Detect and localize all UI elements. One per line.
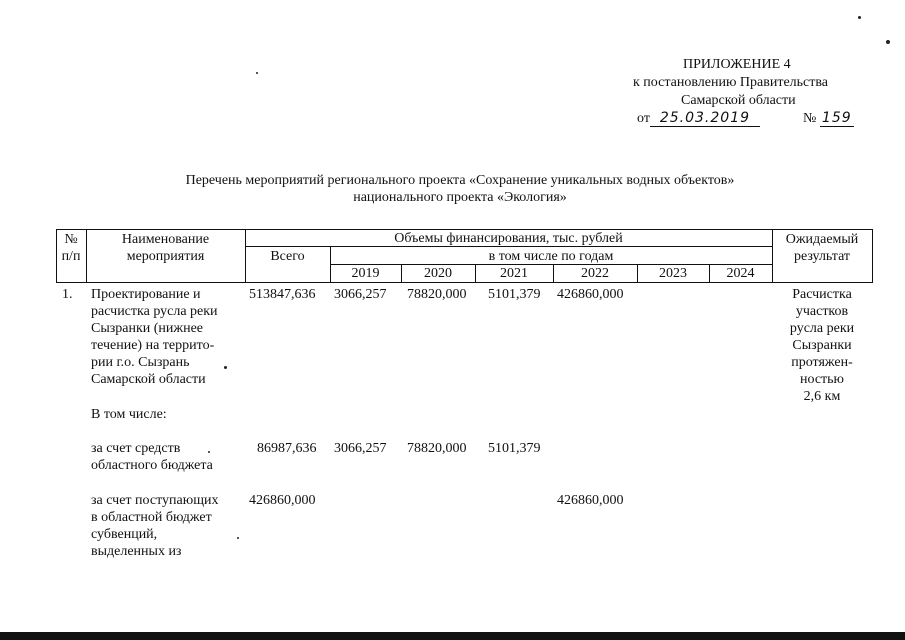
row-2020: 78820,000 [407, 287, 467, 302]
row-total: 513847,636 [249, 287, 316, 302]
row-total: 86987,636 [257, 441, 317, 456]
row-2019: 3066,257 [334, 287, 387, 302]
row-total: 426860,000 [249, 493, 316, 508]
row-2019: 3066,257 [334, 441, 387, 456]
row-name-line: Самарской области [91, 372, 206, 387]
row-number: 1. [62, 287, 73, 302]
scan-speck [237, 537, 239, 539]
appendix-date-line [637, 110, 854, 128]
row-2021: 5101,379 [488, 441, 541, 456]
row-name-line: В том числе: [91, 407, 167, 422]
row-name-line: за счет поступающих [91, 493, 219, 508]
header-funding: Объемы финансирования, тыс. рублей [394, 231, 623, 246]
row-result-line: ностью [799, 372, 845, 387]
appendix-resolution-line: к постановлению Правительства [633, 75, 829, 90]
header-year-2022: 2022 [581, 266, 609, 281]
row-name-line: за счет средств [91, 441, 181, 456]
header-year-2024: 2024 [726, 266, 755, 281]
scan-bottom-edge [0, 632, 905, 640]
row-name-line: расчистка русла реки [91, 304, 218, 319]
handwritten-number: 159 [820, 110, 854, 127]
scan-speck [224, 366, 227, 369]
row-2022: 426860,000 [557, 493, 624, 508]
row-name-line: в областной бюджет [91, 510, 212, 525]
row-result-line: протяжен- [791, 355, 853, 370]
row-2021: 5101,379 [488, 287, 541, 302]
table-right-border [872, 229, 873, 283]
header-name-line1: Наименование [121, 232, 210, 247]
row-name-line: течение) на террито- [91, 338, 215, 353]
row-name-line: выделенных из [91, 544, 182, 559]
row-2020: 78820,000 [407, 441, 467, 456]
row-name-line: Проектирование и [91, 287, 201, 302]
header-year-2019: 2019 [351, 266, 380, 281]
header-year-2020: 2020 [424, 266, 452, 281]
header-result-line1: Ожидаемый [785, 232, 859, 247]
document-title-line2: национального проекта «Экология» [353, 190, 567, 205]
date-prefix: от [637, 111, 650, 126]
row-name-line: областного бюджета [91, 458, 213, 473]
header-by-years: в том числе по годам [488, 249, 614, 264]
header-result-line2: результат [793, 249, 851, 264]
header-year-2023: 2023 [659, 266, 687, 281]
header-bottom-border [56, 282, 873, 283]
appendix-region-line: Самарской области [681, 93, 796, 108]
scan-speck [208, 451, 210, 453]
document-title-line1: Перечень мероприятий регионального проекта «Сохранение уникальных водных объектов» [185, 173, 735, 188]
header-name-line2: мероприятия [126, 249, 205, 264]
row-name-line: субвенций, [91, 527, 158, 542]
header-num-line1: № [64, 232, 78, 247]
header-num-line2: п/п [61, 249, 81, 264]
header-year-2021: 2021 [500, 266, 528, 281]
scan-speck [256, 72, 258, 74]
appendix-title: ПРИЛОЖЕНИЕ 4 [683, 57, 791, 72]
row-result-line: 2,6 км [803, 389, 841, 404]
handwritten-date: 25.03.2019 [650, 110, 760, 127]
scan-speck [886, 40, 890, 44]
scan-speck [858, 16, 861, 19]
row-result-line: Расчистка [792, 287, 852, 302]
row-name-line: Сызранки (нижнее [91, 321, 204, 336]
row-result-line: участков [795, 304, 849, 319]
header-total: Всего [270, 249, 305, 264]
row-2022: 426860,000 [557, 287, 624, 302]
row-result-line: Сызранки [792, 338, 852, 353]
row-name-line: рии г.о. Сызрань [91, 355, 190, 370]
row-result-line: русла реки [789, 321, 855, 336]
number-prefix: № [802, 111, 817, 126]
